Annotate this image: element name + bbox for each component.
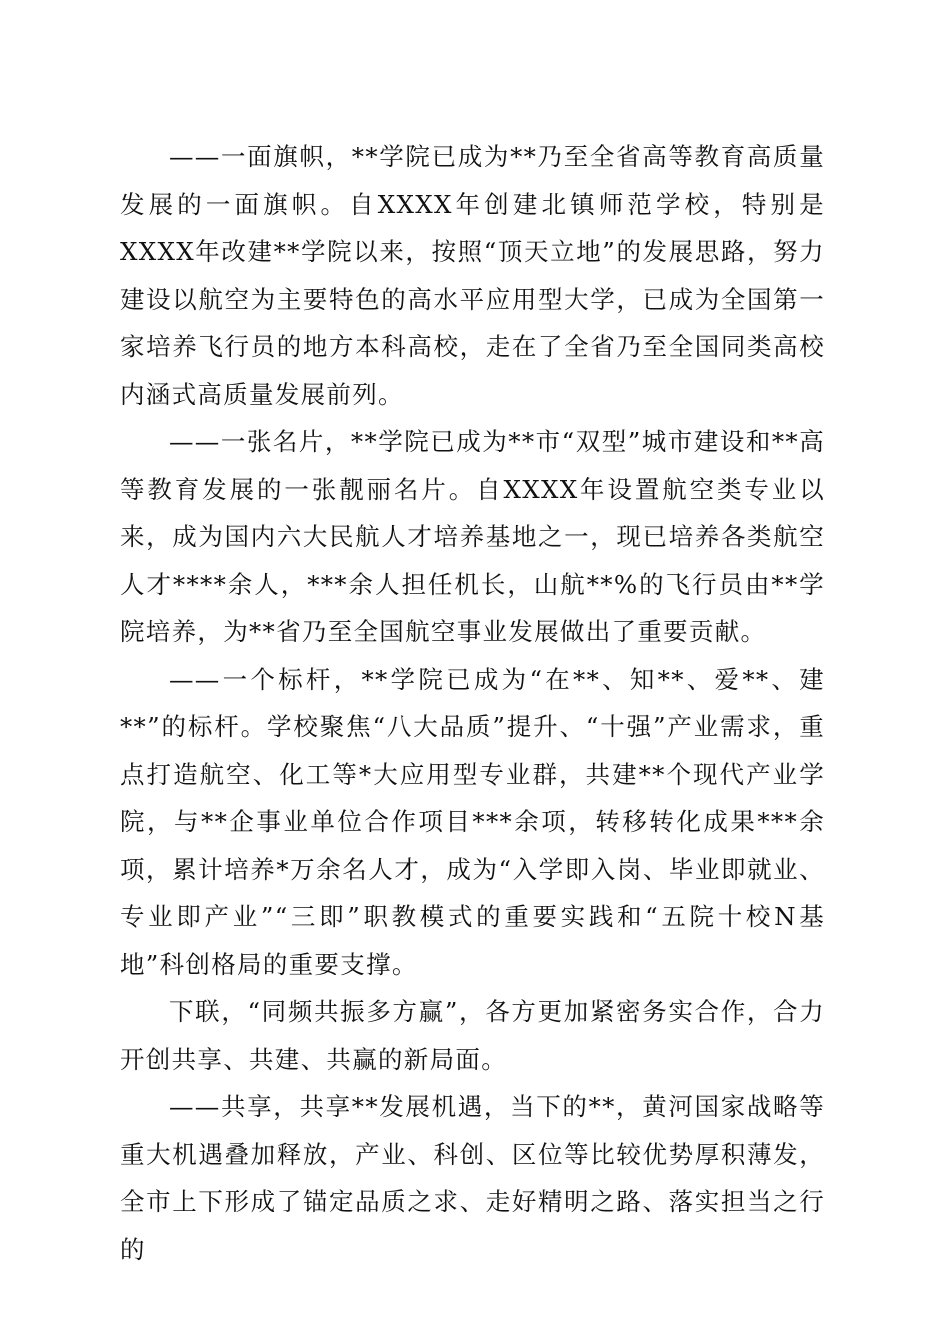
paragraph-second-couplet: 下联，“同频共振多方赢”，各方更加紧密务实合作，合力开创共享、共建、共赢的新局面。 — [120, 997, 825, 1074]
paragraph-flag: ——一面旗帜，**学院已成为**乃至全省高等教育高质量发展的一面旗帜。自XXXX年创建北镇师范学校，特别是XXXX年改建**学院以来，按照“顶天立地”的发展思路，努力建设以航空为主要特色的高水平应用型大学，已成为全国第一家培养飞行员的地方本科高校，走在了全省乃至全国同类高校内涵式高质量发展前列。 — [120, 142, 825, 409]
body-text — [120, 133, 825, 1273]
paragraph-business-card: ——一张名片，**学院已成为**市“双型”城市建设和**高等教育发展的一张靓丽名片。自XXXX年设置航空类专业以来，成为国内六大民航人才培养基地之一，现已培养各类航空人才****余人，***余人担任机长，山航**%的飞行员由**学院培养，为**省乃至全国航空事业发展做出了重要贡献。 — [120, 427, 825, 646]
paragraph-sharing: ——共享，共享**发展机遇，当下的**，黄河国家战略等重大机遇叠加释放，产业、科创、区位等比较优势厚积薄发，全市上下形成了锚定品质之求、走好精明之路、落实担当之行的 — [120, 1092, 825, 1264]
paragraph-benchmark: ——一个标杆，**学院已成为“在**、知**、爱**、建**”的标杆。学校聚焦“八大品质”提升、“十强”产业需求，重点打造航空、化工等*大应用型专业群，共建**个现代产业学院，与**企事业单位合作项目***余项，转移转化成果***余项，累计培养*万余名人才，成为“入学即入岗、毕业即就业、专业即产业”“三即”职教模式的重要实践和“五院十校N基地”科创格局的重要支撑。 — [120, 664, 825, 979]
